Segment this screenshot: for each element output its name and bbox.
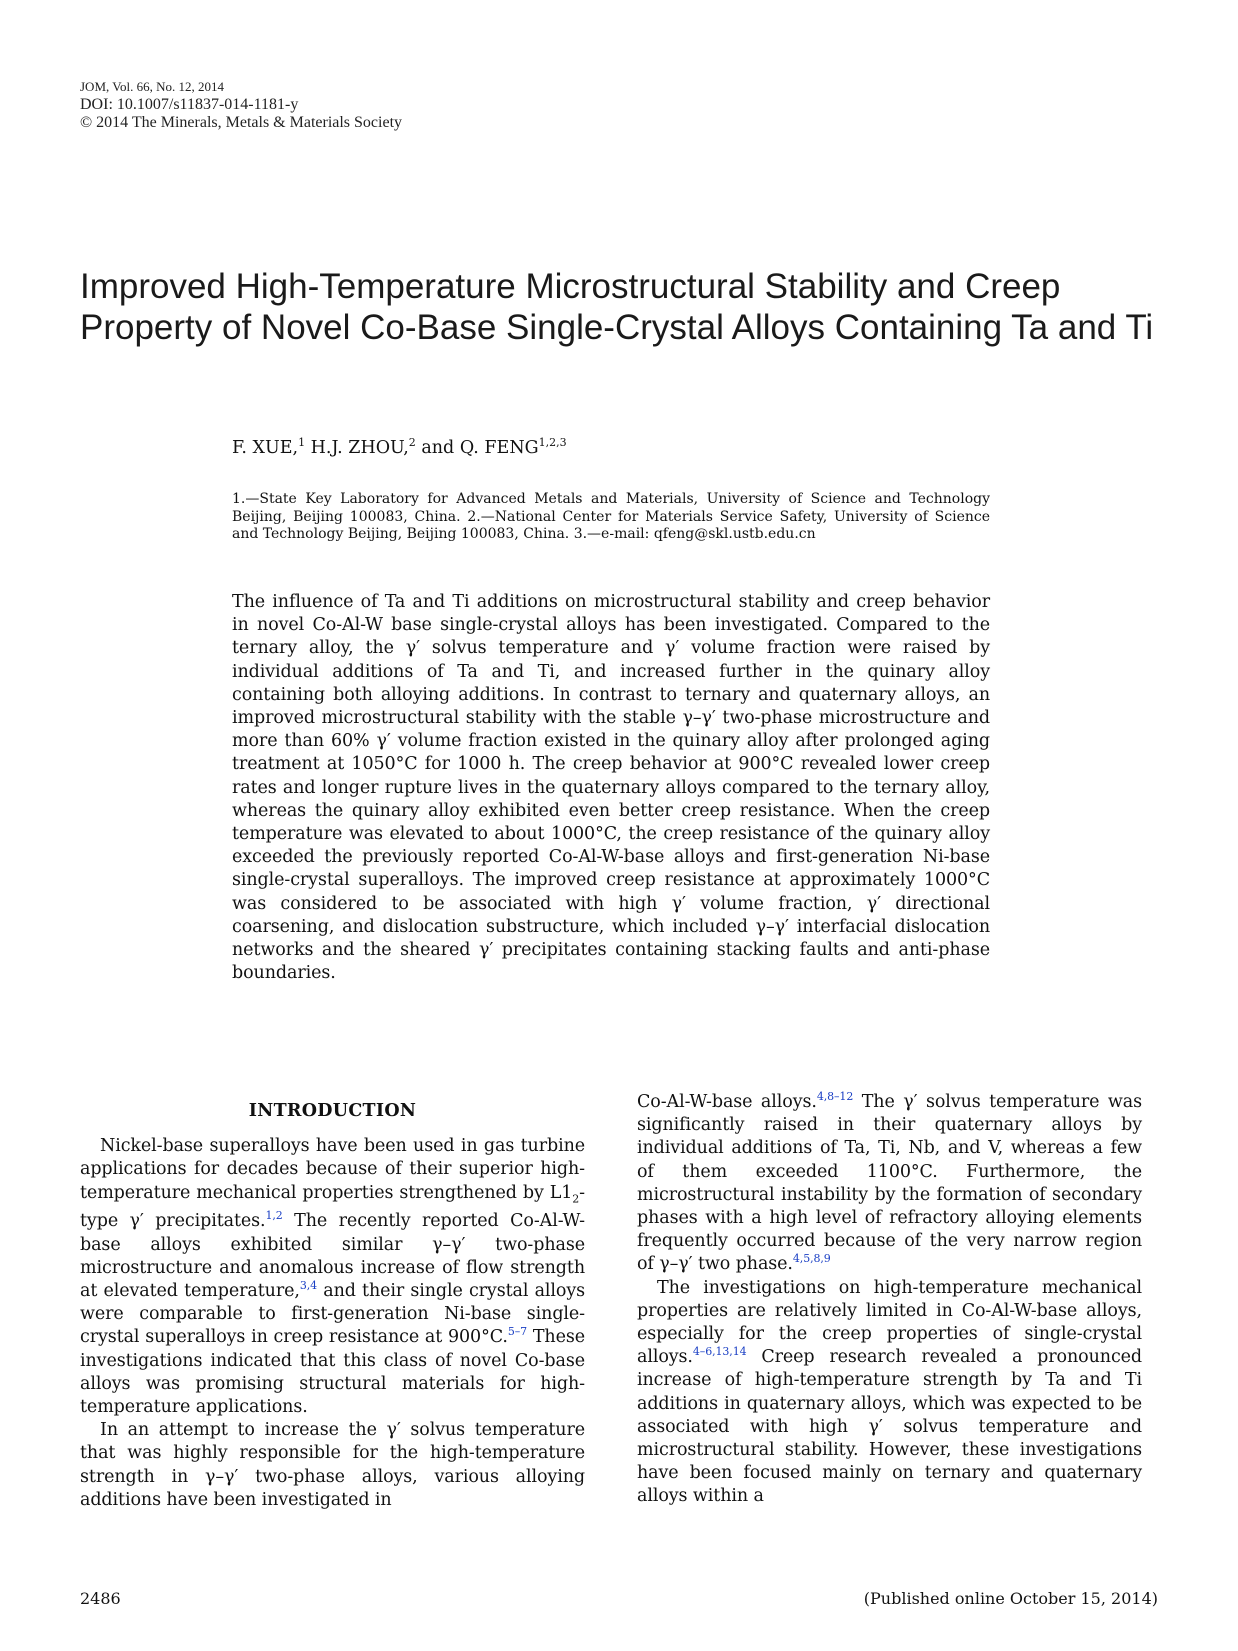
abstract: The influence of Ta and Ti additions on microstructural stability and creep behavior in novel Co-Al-W base single-crystal alloys has been investigated. Compared to the ternary alloy, the γ′ solvus temperature and γ′ volume fraction were raised by individual additions of Ta and Ti, and increased further in the quinary alloy containing both alloying additions. In contrast to ternary and quaternary alloys, an improved microstructural stability with the stable γ–γ′ two-phase microstructure and more than 60% γ′ volume fraction existed in the quinary alloy after prolonged aging treatment at 1050°C for 1000 h. The creep behavior at 900°C revealed lower creep rates and longer rupture lives in the quaternary alloys compared to the ternary alloy, whereas the quinary alloy exhibited even better creep resistance. When the creep temperature was elevated to about 1000°C, the creep resistance of the quinary alloy exceeded the previously reported Co-Al-W-base alloys and first-generation Ni-base single-crystal superalloys. The improved creep resistance at approximately 1000°C was considered to be associated with high γ′ volume fraction, γ′ directional coarsening, and dislocation substructure, which included γ–γ′ interfacial dislocation networks and the sheared γ′ precipitates containing stacking faults and anti-phase boundaries. xyxy=(232,592,990,984)
citation-link[interactable]: 3,4 xyxy=(299,1278,318,1292)
text-run: The recently reported Co-Al-W-base alloys exhibited similar γ–γ′ two-phase microstructure and anomalous increase of flow strength at elevated temperature, xyxy=(80,1211,585,1301)
column-left xyxy=(80,1100,585,1512)
paragraph xyxy=(637,1277,1142,1509)
copyright: © 2014 The Minerals, Metals & Materials Society xyxy=(80,114,403,131)
journal-citation: JOM, Vol. 66, No. 12, 2014 xyxy=(80,79,224,94)
citation-link[interactable]: 4–6,13,14 xyxy=(692,1345,747,1359)
author-affiliation-ref: 2 xyxy=(408,436,416,449)
author-affiliation-ref: 1,2,3 xyxy=(538,436,567,449)
journal-meta xyxy=(80,78,402,132)
author-list xyxy=(232,436,567,458)
text-run: Creep research revealed a pronounced increase of high-temperature strength by Ta and Ti additions in quaternary alloys, which was expected to be associated with high γ′ solvus temperature and microstructural stability. However, these investigations have been focused mainly on ternary and quaternary alloys within a xyxy=(637,1347,1142,1507)
column-right xyxy=(637,1091,1142,1509)
subscript: 2 xyxy=(572,1192,580,1206)
text-run: and their single crystal alloys were comparable to first-generation Ni-base single-crystal superalloys in creep resistance at 900°C. xyxy=(80,1280,585,1348)
text-run: The γ′ solvus temperature was significantly raised in their quaternary alloys by individual additions of Ta, Ti, Nb, and V, whereas a few of them exceeded 1100°C. Furthermore, the microstructural instability by the formation of secondary phases with a high level of refractory alloying elements frequently occurred because of the very narrow region of γ–γ′ two phase. xyxy=(637,1092,1142,1275)
author-name: F. XUE, xyxy=(232,438,299,458)
author-name: H.J. ZHOU, xyxy=(310,438,409,458)
citation-link[interactable]: 1,2 xyxy=(265,1209,283,1223)
article-title: Improved High-Temperature Microstructural Stability and Creep Property of Novel Co-Base Single-Crystal Alloys Containing Ta and Ti xyxy=(80,267,1154,347)
paragraph xyxy=(80,1135,585,1419)
citation-link[interactable]: 4,5,8,9 xyxy=(792,1252,831,1266)
citation-link[interactable]: 5–7 xyxy=(507,1325,528,1339)
text-run: -type γ′ precipitates. xyxy=(80,1182,585,1232)
author-affiliation-ref: 1 xyxy=(298,436,306,449)
paragraph: In an attempt to increase the γ′ solvus temperature that was highly responsible for the high-temperature strength in γ–γ′ two-phase alloys, various alloying additions have been investigated in xyxy=(80,1420,585,1510)
paragraph xyxy=(637,1091,1142,1277)
doi: DOI: 10.1007/s11837-014-1181-y xyxy=(80,96,299,113)
text-run: These investigations indicated that this class of novel Co-base alloys was promising structural materials for high-temperature applications. xyxy=(80,1327,585,1417)
affiliations: 1.—State Key Laboratory for Advanced Metals and Materials, University of Science and Technology Beijing, Beijing 100083, China. 2.—National Center for Materials Service Safety, University of Science and Technology Beijing, Beijing 100083, China. 3.—e-mail: qfeng@skl.ustb.edu.cn xyxy=(232,491,990,542)
author-name: and Q. FENG xyxy=(421,438,539,458)
text-run: Co-Al-W-base alloys. xyxy=(637,1092,817,1112)
text-run: Nickel-base superalloys have been used in gas turbine applications for decades because of their superior high-temperature mechanical properties strengthened by L1 xyxy=(80,1136,585,1203)
published-date: (Published online October 15, 2014) xyxy=(863,1589,1158,1608)
text-run: The investigations on high-temperature mechanical properties are relatively limited in Co-Al-W-base alloys, especially for the creep properties of single-crystal alloys. xyxy=(637,1277,1142,1368)
page-number: 2486 xyxy=(80,1589,121,1608)
citation-link[interactable]: 4,8–12 xyxy=(816,1090,854,1103)
section-heading: INTRODUCTION xyxy=(248,1101,417,1121)
